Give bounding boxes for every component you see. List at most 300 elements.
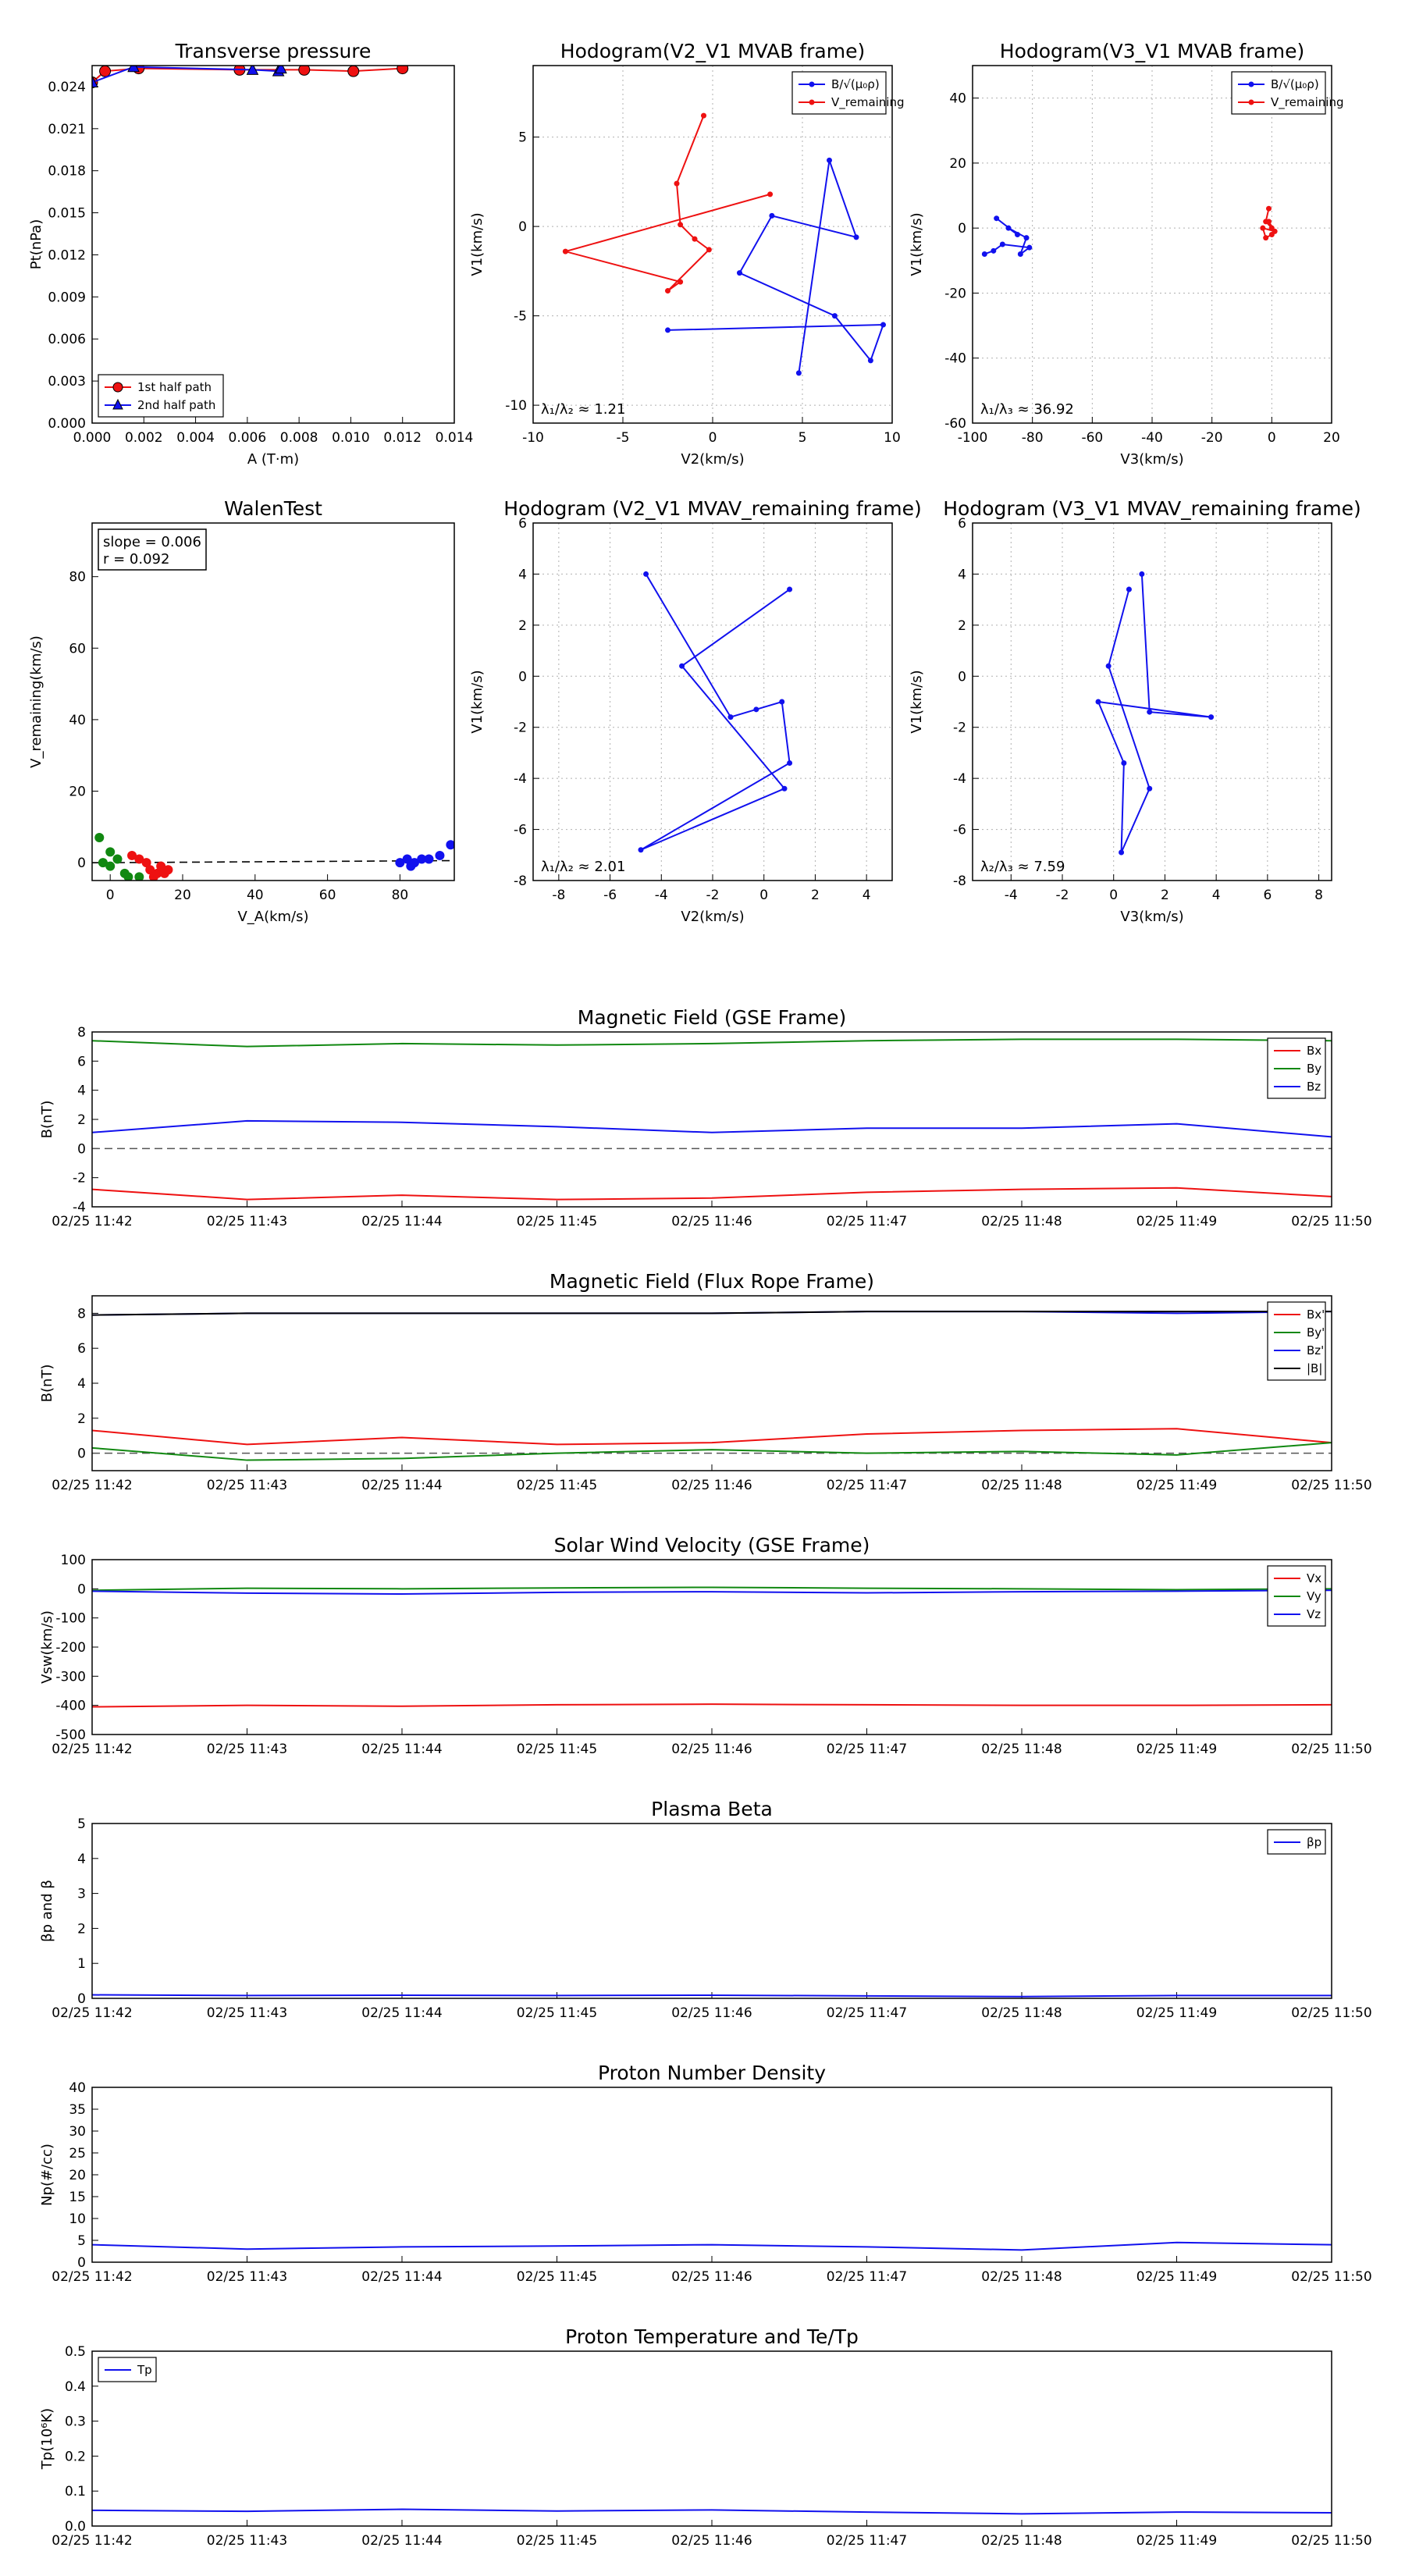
data-point	[94, 833, 104, 842]
x-tick-label: 02/25 11:45	[516, 2005, 598, 2021]
chart-panel-9	[39, 1798, 1372, 2021]
data-point	[832, 313, 838, 318]
y-axis-label: βp and β	[39, 1880, 55, 1942]
y-tick-label: 2	[77, 1411, 86, 1427]
y-tick-label: -300	[55, 1669, 86, 1685]
plot-area	[92, 833, 455, 881]
y-tick-label: 0.012	[48, 247, 86, 264]
y-tick-label: -200	[55, 1640, 86, 1656]
x-axis-label: V3(km/s)	[1120, 909, 1184, 925]
data-point	[665, 288, 670, 294]
chart-panel-7	[39, 1270, 1372, 1493]
chart-panel-2	[909, 40, 1344, 468]
x-tick-label: 02/25 11:47	[826, 2005, 908, 2021]
data-point	[1024, 235, 1030, 240]
chart-title: Hodogram(V3_V1 MVAB frame)	[999, 40, 1305, 62]
data-point	[1260, 226, 1265, 231]
x-tick-label: 5	[798, 430, 807, 446]
data-point	[701, 113, 706, 119]
y-axis-label: V1(km/s)	[909, 670, 925, 734]
x-tick-label: 02/25 11:43	[206, 2005, 288, 2021]
data-point	[348, 66, 359, 76]
legend-label: Tp	[137, 2363, 152, 2377]
x-tick-label: 20	[1323, 430, 1340, 446]
x-tick-label: 02/25 11:45	[516, 2269, 598, 2285]
data-point	[692, 237, 698, 242]
x-tick-label: 02/25 11:42	[52, 2005, 133, 2021]
x-tick-label: 02/25 11:43	[206, 1742, 288, 1757]
legend	[1268, 1566, 1325, 1626]
y-tick-label: 2	[77, 1921, 86, 1937]
x-tick-label: 02/25 11:43	[206, 1214, 288, 1229]
data-point	[1266, 219, 1272, 224]
data-point	[638, 847, 644, 852]
data-point	[868, 358, 873, 363]
x-tick-label: 02/25 11:48	[981, 1742, 1062, 1757]
data-point	[994, 215, 999, 221]
y-tick-label: 0	[958, 669, 966, 685]
y-tick-label: 3	[77, 1886, 86, 1902]
x-tick-label: -10	[522, 430, 544, 446]
chart-title: Transverse pressure	[175, 40, 372, 62]
legend	[1268, 1302, 1325, 1380]
y-tick-label: 0.024	[48, 79, 86, 95]
data-point	[1263, 235, 1268, 240]
plot-area	[92, 1587, 1332, 1706]
y-tick-label: 0	[77, 1446, 86, 1462]
series-line-0	[92, 2243, 1332, 2250]
y-tick-label: -5	[514, 308, 527, 325]
chart-title: Magnetic Field (Flux Rope Frame)	[549, 1270, 875, 1293]
data-point	[678, 222, 683, 227]
x-tick-label: 02/25 11:42	[52, 2533, 133, 2549]
data-point	[674, 181, 680, 187]
series-line-0	[92, 1429, 1332, 1444]
y-tick-label: 0.000	[48, 416, 86, 432]
y-tick-label: -4	[73, 1200, 86, 1215]
x-tick-label: 0.014	[435, 430, 474, 446]
x-tick-label: 0	[105, 888, 115, 903]
x-tick-label: 02/25 11:44	[361, 2269, 443, 2285]
x-tick-label: -80	[1021, 430, 1044, 446]
legend-label: Vy	[1307, 1589, 1321, 1603]
y-tick-label: 2	[518, 617, 527, 634]
plot-area	[87, 61, 408, 88]
y-tick-label: 0	[77, 1582, 86, 1598]
data-point	[1026, 245, 1032, 251]
legend	[1232, 72, 1344, 114]
data-point	[1015, 232, 1020, 237]
x-tick-label: 02/25 11:48	[981, 2005, 1062, 2021]
x-tick-label: 02/25 11:46	[671, 2269, 752, 2285]
data-point	[787, 587, 792, 592]
data-point	[779, 699, 784, 705]
x-tick-label: 02/25 11:45	[516, 1214, 598, 1229]
chart-panel-8	[39, 1534, 1372, 1757]
data-point	[1121, 760, 1126, 766]
x-tick-label: 4	[862, 888, 871, 903]
data-point	[105, 847, 115, 856]
axes-frame	[92, 1296, 1332, 1471]
data-point	[678, 279, 683, 285]
x-tick-label: 02/25 11:44	[361, 1742, 443, 1757]
x-tick-label: 02/25 11:46	[671, 2005, 752, 2021]
data-point	[105, 862, 115, 871]
series-line-0	[92, 2509, 1332, 2514]
x-tick-label: 02/25 11:50	[1291, 1478, 1372, 1493]
x-tick-label: 02/25 11:49	[1136, 2005, 1218, 2021]
x-tick-label: 20	[174, 888, 191, 903]
y-tick-label: 0.5	[64, 2344, 86, 2360]
legend	[1268, 1038, 1325, 1098]
x-tick-label: 02/25 11:44	[361, 2005, 443, 2021]
x-axis-label: V3(km/s)	[1120, 451, 1184, 468]
y-tick-label: 40	[69, 712, 86, 728]
x-tick-label: 02/25 11:47	[826, 1214, 908, 1229]
data-point	[880, 322, 886, 328]
y-tick-label: -6	[514, 822, 527, 838]
data-point	[796, 370, 802, 375]
legend-label: V_remaining	[831, 95, 905, 109]
x-tick-label: -20	[1200, 430, 1223, 446]
data-point	[1006, 226, 1012, 231]
data-point	[767, 191, 773, 197]
x-tick-label: 80	[391, 888, 409, 903]
plot-area	[1096, 571, 1215, 856]
data-point	[120, 869, 130, 878]
series-line-0	[92, 1704, 1332, 1706]
data-point	[982, 251, 987, 257]
series-line-2	[92, 1121, 1332, 1137]
x-tick-label: -4	[1004, 888, 1018, 903]
x-tick-label: 02/25 11:43	[206, 2269, 288, 2285]
y-tick-label: 20	[69, 784, 86, 800]
ratio-annotation: λ₁/λ₂ ≈ 2.01	[541, 859, 626, 875]
legend-label: Bx	[1307, 1044, 1322, 1058]
stats-line: slope = 0.006	[103, 534, 201, 550]
data-point	[425, 855, 434, 864]
y-tick-label: 0.3	[64, 2414, 86, 2430]
chart-panel-3	[28, 497, 455, 925]
y-tick-label: -40	[944, 350, 966, 367]
x-tick-label: 02/25 11:47	[826, 2269, 908, 2285]
data-point	[1096, 699, 1101, 705]
series-line-0	[641, 574, 790, 849]
x-tick-label: 02/25 11:50	[1291, 2269, 1372, 2285]
y-tick-label: 0.006	[48, 332, 86, 348]
y-tick-label: 35	[69, 2102, 86, 2118]
y-tick-label: -500	[55, 1727, 86, 1743]
chart-title: Plasma Beta	[651, 1798, 773, 1820]
data-point	[397, 63, 408, 74]
y-tick-label: 20	[949, 155, 966, 172]
y-tick-label: 0	[518, 219, 527, 236]
x-tick-label: 0	[1267, 430, 1276, 446]
y-axis-label: V1(km/s)	[909, 212, 925, 276]
legend-label: |B|	[1307, 1361, 1323, 1375]
x-tick-label: -4	[654, 888, 668, 903]
y-tick-label: 0	[958, 221, 966, 237]
series-line-0	[92, 1188, 1332, 1200]
y-tick-label: 0.015	[48, 205, 86, 222]
y-tick-label: 4	[77, 1851, 86, 1867]
y-tick-label: 1	[77, 1956, 86, 1973]
y-tick-label: 8	[77, 1025, 86, 1041]
x-tick-label: 0.012	[383, 430, 422, 446]
y-tick-label: 0	[77, 1141, 86, 1158]
y-tick-label: 40	[949, 91, 966, 107]
y-tick-label: -20	[944, 286, 966, 302]
x-tick-label: 02/25 11:48	[981, 1214, 1062, 1229]
data-point	[665, 327, 670, 333]
plot-area	[563, 113, 886, 376]
y-tick-label: 25	[69, 2146, 86, 2161]
legend-label: By	[1307, 1062, 1322, 1076]
data-point	[100, 66, 111, 76]
data-point	[737, 270, 742, 276]
ratio-annotation: λ₁/λ₃ ≈ 36.92	[980, 401, 1074, 418]
x-tick-label: 0.006	[228, 430, 267, 446]
legend-marker	[1249, 82, 1254, 87]
y-tick-label: 2	[77, 1112, 86, 1128]
data-point	[827, 158, 832, 163]
y-tick-label: 4	[77, 1376, 86, 1392]
data-point	[435, 851, 444, 860]
x-tick-label: 02/25 11:42	[52, 1478, 133, 1493]
x-tick-label: 2	[1161, 888, 1169, 903]
x-tick-label: 02/25 11:48	[981, 1478, 1062, 1493]
y-tick-label: 8	[77, 1306, 86, 1322]
y-tick-label: -400	[55, 1698, 86, 1714]
x-tick-label: 0.004	[176, 430, 215, 446]
x-tick-label: -100	[957, 430, 988, 446]
legend	[792, 72, 905, 114]
y-tick-label: 15	[69, 2190, 86, 2205]
x-tick-label: 02/25 11:42	[52, 1214, 133, 1229]
y-tick-label: -4	[953, 771, 966, 788]
y-tick-label: 10	[69, 2211, 86, 2227]
x-tick-label: 02/25 11:46	[671, 1742, 752, 1757]
x-tick-label: -5	[616, 430, 630, 446]
x-tick-label: 02/25 11:47	[826, 1478, 908, 1493]
data-point	[769, 213, 774, 219]
axes-frame	[92, 66, 454, 423]
data-point	[643, 571, 649, 577]
data-point	[163, 865, 173, 874]
y-tick-label: 40	[69, 2080, 86, 2096]
x-tick-label: 0.010	[332, 430, 370, 446]
y-tick-label: 5	[77, 2233, 86, 2249]
legend-label: βp	[1307, 1835, 1322, 1849]
data-point	[1106, 664, 1112, 669]
y-tick-label: 5	[518, 130, 527, 146]
ratio-annotation: λ₁/λ₂ ≈ 1.21	[541, 401, 626, 418]
series-line-1	[92, 1443, 1332, 1460]
x-tick-label: 02/25 11:44	[361, 2533, 443, 2549]
x-tick-label: -2	[1055, 888, 1069, 903]
y-axis-label: V1(km/s)	[469, 212, 486, 276]
data-point	[1139, 571, 1144, 577]
x-tick-label: 02/25 11:45	[516, 1478, 598, 1493]
data-point	[753, 706, 759, 712]
plot-area	[92, 1039, 1332, 1199]
y-tick-label: 0	[77, 856, 86, 872]
y-tick-label: 0	[77, 2255, 86, 2271]
y-tick-label: 0.018	[48, 163, 86, 180]
legend-label: B/√(μ₀ρ)	[1271, 77, 1319, 91]
legend-marker	[1249, 100, 1254, 105]
legend-marker	[809, 82, 815, 87]
legend-label: Bx'	[1307, 1308, 1325, 1322]
y-tick-label: 0.003	[48, 374, 86, 390]
y-tick-label: -100	[55, 1610, 86, 1627]
x-tick-label: -2	[706, 888, 720, 903]
x-tick-label: 02/25 11:49	[1136, 1478, 1218, 1493]
legend-label: Vz	[1307, 1607, 1321, 1621]
x-tick-label: 02/25 11:50	[1291, 2005, 1372, 2021]
y-tick-label: 5	[77, 1816, 86, 1832]
legend-marker	[809, 100, 815, 105]
x-tick-label: -60	[1081, 430, 1104, 446]
y-tick-label: 20	[69, 2168, 86, 2183]
y-tick-label: -6	[953, 822, 966, 838]
x-tick-label: 0	[708, 430, 717, 446]
chart-title: Magnetic Field (GSE Frame)	[577, 1006, 847, 1029]
chart-panel-5	[909, 497, 1361, 925]
series-line-0	[1098, 574, 1211, 852]
x-tick-label: 02/25 11:43	[206, 1478, 288, 1493]
x-tick-label: 02/25 11:47	[826, 2533, 908, 2549]
chart-title: Solar Wind Velocity (GSE Frame)	[553, 1534, 870, 1557]
legend-label: B/√(μ₀ρ)	[831, 77, 880, 91]
y-tick-label: -10	[505, 398, 527, 415]
x-tick-label: 02/25 11:49	[1136, 1742, 1218, 1757]
legend	[98, 375, 223, 417]
data-point	[1147, 786, 1152, 792]
y-tick-label: 30	[69, 2124, 86, 2140]
data-point	[1000, 242, 1005, 247]
axes-frame	[92, 1823, 1332, 1998]
x-tick-label: 02/25 11:50	[1291, 2533, 1372, 2549]
data-point	[1208, 714, 1214, 720]
legend-label: Bz'	[1307, 1343, 1325, 1357]
x-tick-label: 02/25 11:49	[1136, 2533, 1218, 2549]
x-tick-label: 4	[1211, 888, 1221, 903]
data-point	[991, 248, 996, 254]
y-tick-label: -8	[514, 873, 527, 889]
y-tick-label: 4	[518, 567, 527, 583]
data-point	[854, 234, 859, 240]
y-tick-label: 60	[69, 641, 86, 657]
series-line-1	[92, 1587, 1332, 1590]
y-tick-label: 0.021	[48, 121, 86, 137]
x-tick-label: 0	[759, 888, 769, 903]
x-tick-label: 02/25 11:49	[1136, 2269, 1218, 2285]
axes-frame	[92, 523, 454, 881]
x-tick-label: 2	[811, 888, 820, 903]
axes-frame	[973, 523, 1332, 881]
legend	[98, 2357, 156, 2382]
data-point	[1269, 232, 1275, 237]
axes-frame	[92, 1032, 1332, 1207]
series-line-0	[984, 219, 1030, 254]
series-line-1	[92, 1039, 1332, 1046]
x-tick-label: 60	[318, 888, 336, 903]
x-tick-label: 02/25 11:50	[1291, 1214, 1372, 1229]
legend-label: 1st half path	[137, 380, 212, 394]
plot-area	[92, 2509, 1332, 2514]
y-tick-label: -60	[944, 416, 966, 432]
x-tick-label: 6	[1263, 888, 1272, 903]
chart-title: WalenTest	[224, 497, 322, 520]
data-point	[728, 714, 734, 720]
series-line-0	[668, 160, 884, 373]
legend-label: By'	[1307, 1325, 1325, 1340]
y-tick-label: 6	[77, 1054, 86, 1070]
legend	[1268, 1830, 1325, 1854]
y-tick-label: -2	[953, 720, 966, 736]
data-point	[112, 855, 122, 864]
chart-panel-6	[39, 1006, 1372, 1229]
x-tick-label: 02/25 11:50	[1291, 1742, 1372, 1757]
plot-area	[92, 1311, 1332, 1460]
data-point	[706, 247, 712, 252]
y-tick-label: -8	[953, 873, 966, 889]
legend-marker	[113, 382, 123, 392]
y-tick-label: 4	[77, 1083, 86, 1099]
x-tick-label: 02/25 11:44	[361, 1214, 443, 1229]
x-axis-label: V_A(km/s)	[237, 909, 309, 925]
ratio-annotation: λ₂/λ₃ ≈ 7.59	[980, 859, 1065, 875]
x-tick-label: 02/25 11:42	[52, 2269, 133, 2285]
y-tick-label: 0.4	[64, 2379, 86, 2395]
y-axis-label: Vsw(km/s)	[39, 1610, 55, 1684]
data-point	[679, 664, 685, 669]
data-point	[787, 760, 792, 766]
data-point	[1018, 251, 1023, 257]
x-tick-label: 02/25 11:46	[671, 2533, 752, 2549]
chart-title: Proton Temperature and Te/Tp	[565, 2325, 859, 2348]
x-tick-label: 10	[884, 430, 901, 446]
x-tick-label: 02/25 11:46	[671, 1478, 752, 1493]
chart-title: Hodogram (V3_V1 MVAV_remaining frame)	[943, 497, 1361, 520]
y-tick-label: 100	[60, 1553, 86, 1568]
x-axis-label: A (T·m)	[247, 451, 300, 468]
y-tick-label: 6	[77, 1341, 86, 1357]
series-line-2	[92, 1590, 1332, 1594]
y-axis-label: Tp(10⁶K)	[39, 2407, 55, 2470]
y-tick-label: 0.2	[64, 2449, 86, 2465]
plot-area	[982, 206, 1278, 257]
chart-title: Hodogram (V2_V1 MVAV_remaining frame)	[503, 497, 922, 520]
x-tick-label: 02/25 11:43	[206, 2533, 288, 2549]
x-tick-label: 0.008	[279, 430, 318, 446]
x-tick-label: 0	[1109, 888, 1119, 903]
plot-area	[92, 2243, 1332, 2250]
y-axis-label: Np(#/cc)	[39, 2144, 55, 2206]
chart-panel-11	[39, 2325, 1372, 2549]
axes-frame	[92, 2351, 1332, 2526]
x-axis-label: V2(km/s)	[681, 909, 745, 925]
x-axis-label: V2(km/s)	[681, 451, 745, 468]
data-point	[1266, 206, 1272, 212]
y-axis-label: V_remaining(km/s)	[28, 635, 44, 768]
data-point	[563, 249, 568, 254]
y-tick-label: 4	[958, 567, 966, 583]
x-tick-label: 02/25 11:45	[516, 1742, 598, 1757]
legend-label: V_remaining	[1271, 95, 1344, 109]
chart-panel-4	[469, 497, 922, 925]
